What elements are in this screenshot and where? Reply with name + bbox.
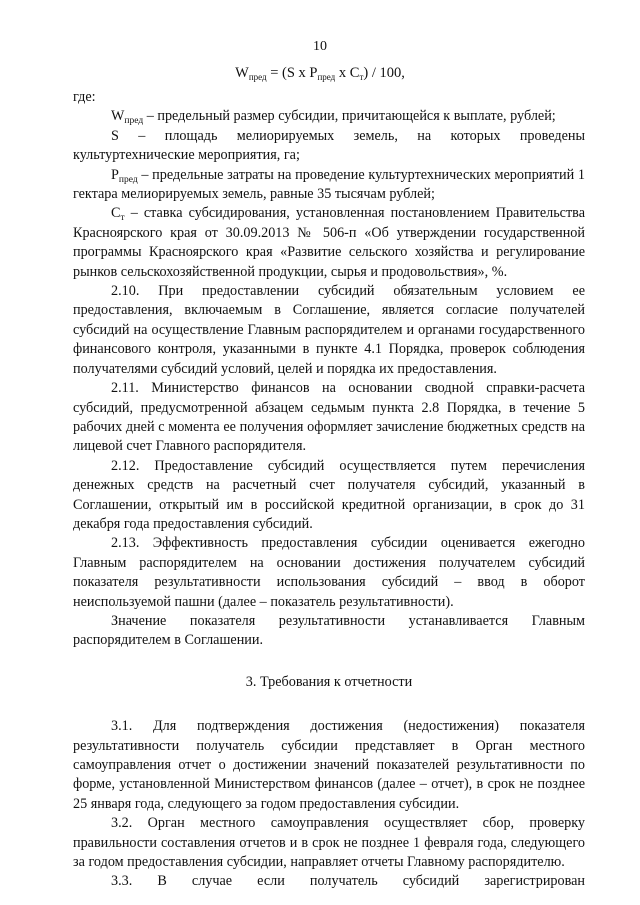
formula-c-subscript: т — [359, 72, 364, 82]
def-c-text: – ставка субсидирования, установленная постановлением Правительства Красноярского края от 30.09.2013 № 506-п «Об утверждении государственной программы Красноярского края «Развитие сельского хозяйства и регулирование рынков сельскохозяйственной продукции, сырья и продовольствия», %. — [73, 205, 585, 280]
formula-tail: ) / 100, — [363, 65, 405, 81]
paragraph-2-13: 2.13. Эффективность предоставления субсидии оценивается ежегодно Главным распорядителем на основании достижения получателем субсидий показателя результативности использования субсидий – ввод в оборот неиспользуемой пашни (далее – показатель результативности). — [73, 535, 585, 610]
def-p-text: – предельные затраты на проведение культуртехнических мероприятий 1 гектара мелиорируемых земель, равные 35 тысячам рублей; — [73, 166, 585, 203]
paragraph-2-10: 2.10. При предоставлении субсидий обязательным условием ее предоставления, включаемым в Соглашение, является согласие получателей субсидий на осуществление Главным распорядителем и органами государственного финансового контроля, указанными в пункте 4.1 Порядка, проверок соблюдения получателями субсидий условий, целей и порядка их предоставления. — [73, 283, 585, 377]
formula-w-subscript: пред — [248, 72, 267, 82]
paragraph-indicator-value: Значение показателя результативности устанавливается Главным распорядителем в Соглашении. — [73, 612, 585, 649]
formula-p-subscript: пред — [317, 72, 336, 82]
def-p-symbol: P — [111, 166, 119, 183]
paragraph-3-3: 3.3. В случае если получатель субсидий зарегистрирован — [111, 873, 585, 890]
formula-part-c: x C — [335, 65, 360, 81]
def-c-symbol: C — [111, 205, 121, 222]
paragraph-3-1: 3.1. Для подтверждения достижения (недостижения) показателя результативности получатель субсидии представляет в Орган местного самоуправления отчет о достижении значений показателей результативности по форме, установленной Министерством финансов (далее – отчет), в срок не позднее 25 января года, следующего за годом предоставления субсидии. — [73, 718, 585, 812]
paragraph-3-2: 3.2. Орган местного самоуправления осуществляет сбор, проверку правильности составления отчетов и в срок не позднее 1 февраля года, следующего за годом предоставления субсидии, направляет отчеты Главному распорядителю. — [73, 815, 585, 871]
formula-part-s-p: = (S x P — [266, 65, 318, 81]
def-w-symbol: W — [111, 108, 125, 125]
paragraph-2-12: 2.12. Предоставление субсидий осуществляется путем перечисления денежных средств на расчетный счет получателя субсидий, указанный в Соглашении, открытый им в российской кредитной организации, в срок до 31 декабря года предоставления субсидий. — [73, 457, 585, 532]
def-c-subscript: т — [120, 213, 125, 224]
def-p-subscript: пред — [118, 174, 138, 185]
definition-s: S – площадь мелиорируемых земель, на которых проведены культуртехнические мероприятия, га; — [73, 127, 585, 164]
paragraph-2-11: 2.11. Министерство финансов на основании сводной справки-расчета субсидий, предусмотренной абзацем седьмым пункта 2.8 Порядка, в течение 5 рабочих дней с момента ее получения оформляет зачисление бюджетных средств на лицевой счет Главного распорядителя. — [73, 380, 585, 455]
document-body — [73, 88, 585, 892]
definition-p — [73, 166, 585, 205]
definition-c — [73, 204, 585, 282]
definition-w — [73, 107, 585, 126]
section-3-title: 3. Требования к отчетности — [245, 673, 413, 690]
where-label: где: — [73, 89, 96, 105]
page-number: 10 — [313, 39, 327, 54]
def-w-subscript: пред — [124, 116, 144, 127]
subsidy-formula — [0, 64, 640, 83]
formula-w-symbol: W — [235, 65, 249, 81]
def-w-text: – предельный размер субсидии, причитающейся к выплате, рублей; — [143, 108, 556, 125]
